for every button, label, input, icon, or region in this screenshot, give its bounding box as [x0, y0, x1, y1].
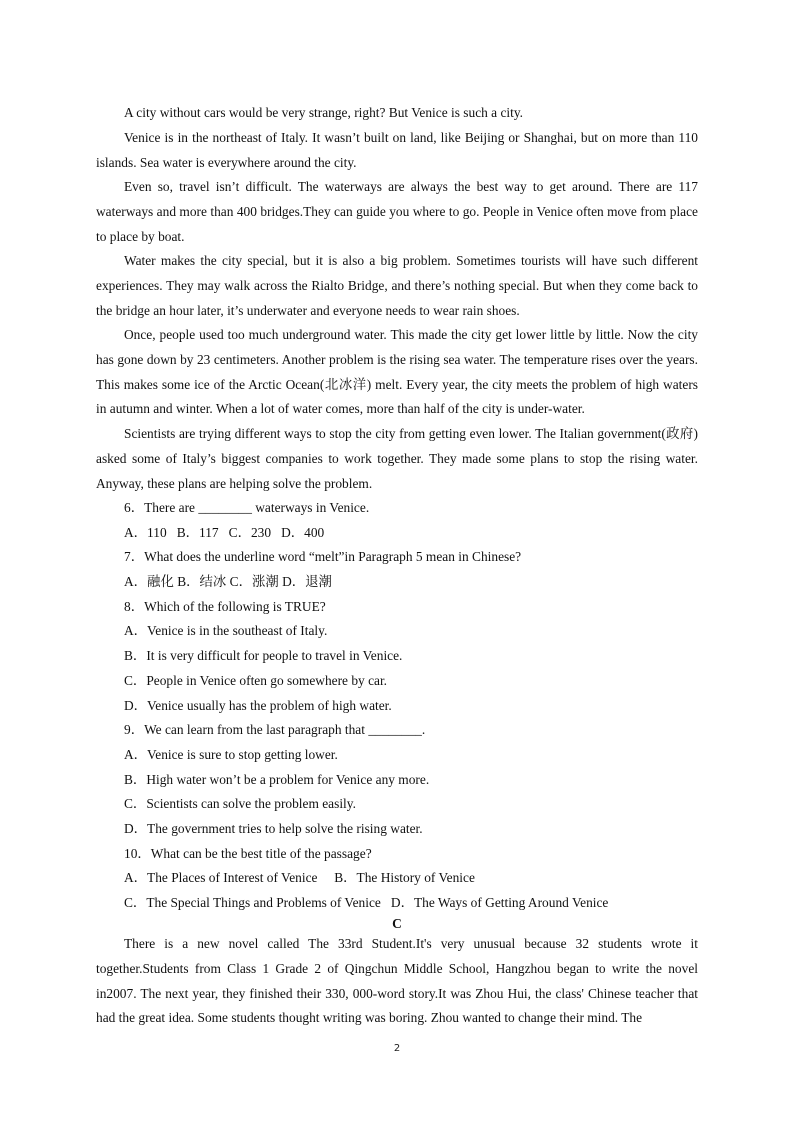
question-8: 8．Which of the following is TRUE?	[124, 599, 326, 614]
passage-b-paragraph-2: Venice is in the northeast of Italy. It wasn’t built on land, like Beijing or Shanghai, but on more than 110 islands. Sea water is everywhere around the city.	[96, 130, 698, 170]
question-8-option-b: B．It is very difficult for people to travel in Venice.	[124, 648, 403, 663]
passage-b-paragraph-1: A city without cars would be very strange, right? But Venice is such a city.	[124, 105, 524, 120]
passage-b-paragraph-3: Even so, travel isn’t difficult. The waterways are always the best way to get around. There are 117 waterways and more than 400 bridges.They can guide you where to go. People in Venice often move from place to place by boat.	[96, 179, 698, 244]
question-10-options-cd: C．The Special Things and Problems of Venice D．The Ways of Getting Around Venice	[124, 895, 609, 910]
question-8-option-c: C．People in Venice often go somewhere by car.	[124, 673, 388, 688]
question-9-option-d: D．The government tries to help solve the rising water.	[124, 821, 423, 836]
question-10-options-ab: A．The Places of Interest of Venice B．The History of Venice	[124, 870, 475, 885]
question-9-option-c: C．Scientists can solve the problem easily.	[124, 796, 356, 811]
page-number: 2	[393, 1043, 401, 1054]
question-6: 6．There are ________ waterways in Venice.	[124, 500, 370, 515]
passage-c-paragraph-1: There is a new novel called The 33rd Student.It's very unusual because 32 students wrote it together.Students from Class 1 Grade 2 of Qingchun Middle School, Hangzhou began to write the novel in2007. The next year, they finished their 330, 000-word story.It was Zhou Hui, the class' Chinese teacher that had the great idea. Some students thought writing was boring. Zhou wanted to change their mind. The	[96, 936, 698, 1026]
question-8-option-a: A．Venice is in the southeast of Italy.	[124, 623, 328, 638]
question-7: 7．What does the underline word “melt”in Paragraph 5 mean in Chinese?	[124, 549, 522, 564]
passage-b-paragraph-4: Water makes the city special, but it is also a big problem. Sometimes tourists will have such different experiences. They may walk across the Rialto Bridge, and there’s nothing special. But when they come back to the bridge an hour later, it’s underwater and everyone needs to wear rain shoes.	[96, 253, 698, 318]
passage-b-paragraph-6: Scientists are trying different ways to stop the city from getting even lower. The Italian government(政府) asked some of Italy’s biggest companies to work together. They made some plans to stop the rising water. Anyway, these plans are helping solve the problem.	[96, 426, 698, 491]
section-heading-c: C	[392, 916, 402, 931]
question-9-option-b: B．High water won’t be a problem for Venice any more.	[124, 772, 430, 787]
question-9: 9．We can learn from the last paragraph that ________.	[124, 722, 426, 737]
passage-b-paragraph-5: Once, people used too much underground water. This made the city get lower little by little. Now the city has gone down by 23 centimeters. Another problem is the rising sea water. The temperature rises over the years. This makes some ice of the Arctic Ocean(北冰洋) melt. Every year, the city meets the problem of high waters in autumn and winter. When a lot of water comes, more than half of the city is under-water.	[96, 327, 698, 417]
question-9-option-a: A．Venice is sure to stop getting lower.	[124, 747, 338, 762]
question-10: 10．What can be the best title of the passage?	[124, 846, 372, 861]
question-8-option-d: D．Venice usually has the problem of high water.	[124, 698, 392, 713]
question-7-options: A．融化 B．结冰 C．涨潮 D．退潮	[124, 574, 332, 589]
question-6-options: A．110 B．117 C．230 D．400	[124, 525, 325, 540]
